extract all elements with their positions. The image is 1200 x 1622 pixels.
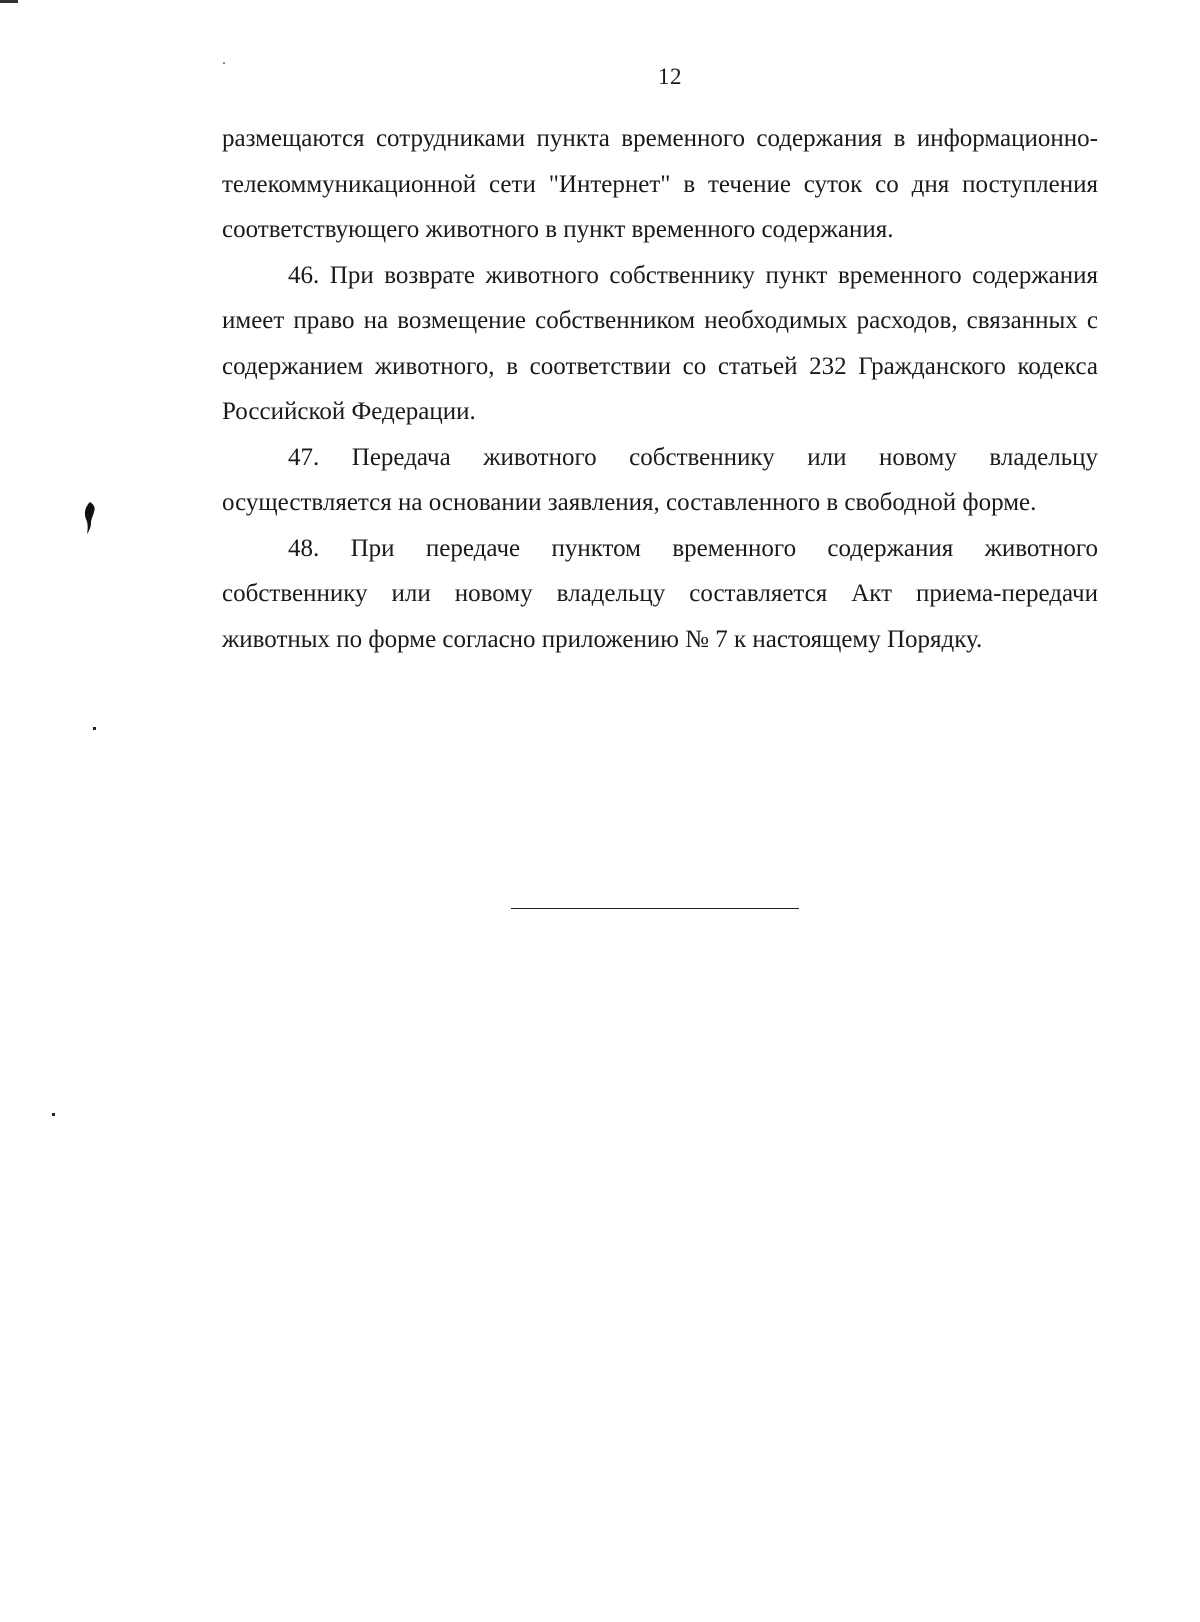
document-body: [222, 116, 1098, 662]
page-number: 12: [658, 64, 682, 89]
scan-speck: [93, 727, 96, 730]
scan-speck: [52, 1113, 55, 1116]
paragraph-item-48: 48. При передаче пунктом временного содержания животного собственнику или новому владельцу составляется Акт приема-передачи животных по форме согласно приложению № 7 к настоящему Порядку.: [222, 534, 1098, 653]
paragraph-item-46: 46. При возврате животного собственнику пункт временного содержания имеет право на возмещение собственником необходимых расходов, связанных с содержанием животного, в соответствии со статьей 232 Гражданского кодекса Российской Федерации.: [222, 261, 1098, 425]
paragraph-continuation: размещаются сотрудниками пункта временного содержания в информационно-телекоммуникационной сети "Интернет" в течение суток со дня поступления соответствующего животного в пункт временного содержания.: [222, 125, 1098, 243]
end-of-document-rule: [511, 908, 799, 909]
ink-blot-mark: [83, 501, 97, 535]
paragraph-item-47: 47. Передача животного собственнику или новому владельцу осуществляется на основании заявления, составленного в свободной форме.: [222, 443, 1098, 516]
scan-corner-mark: [0, 0, 18, 3]
